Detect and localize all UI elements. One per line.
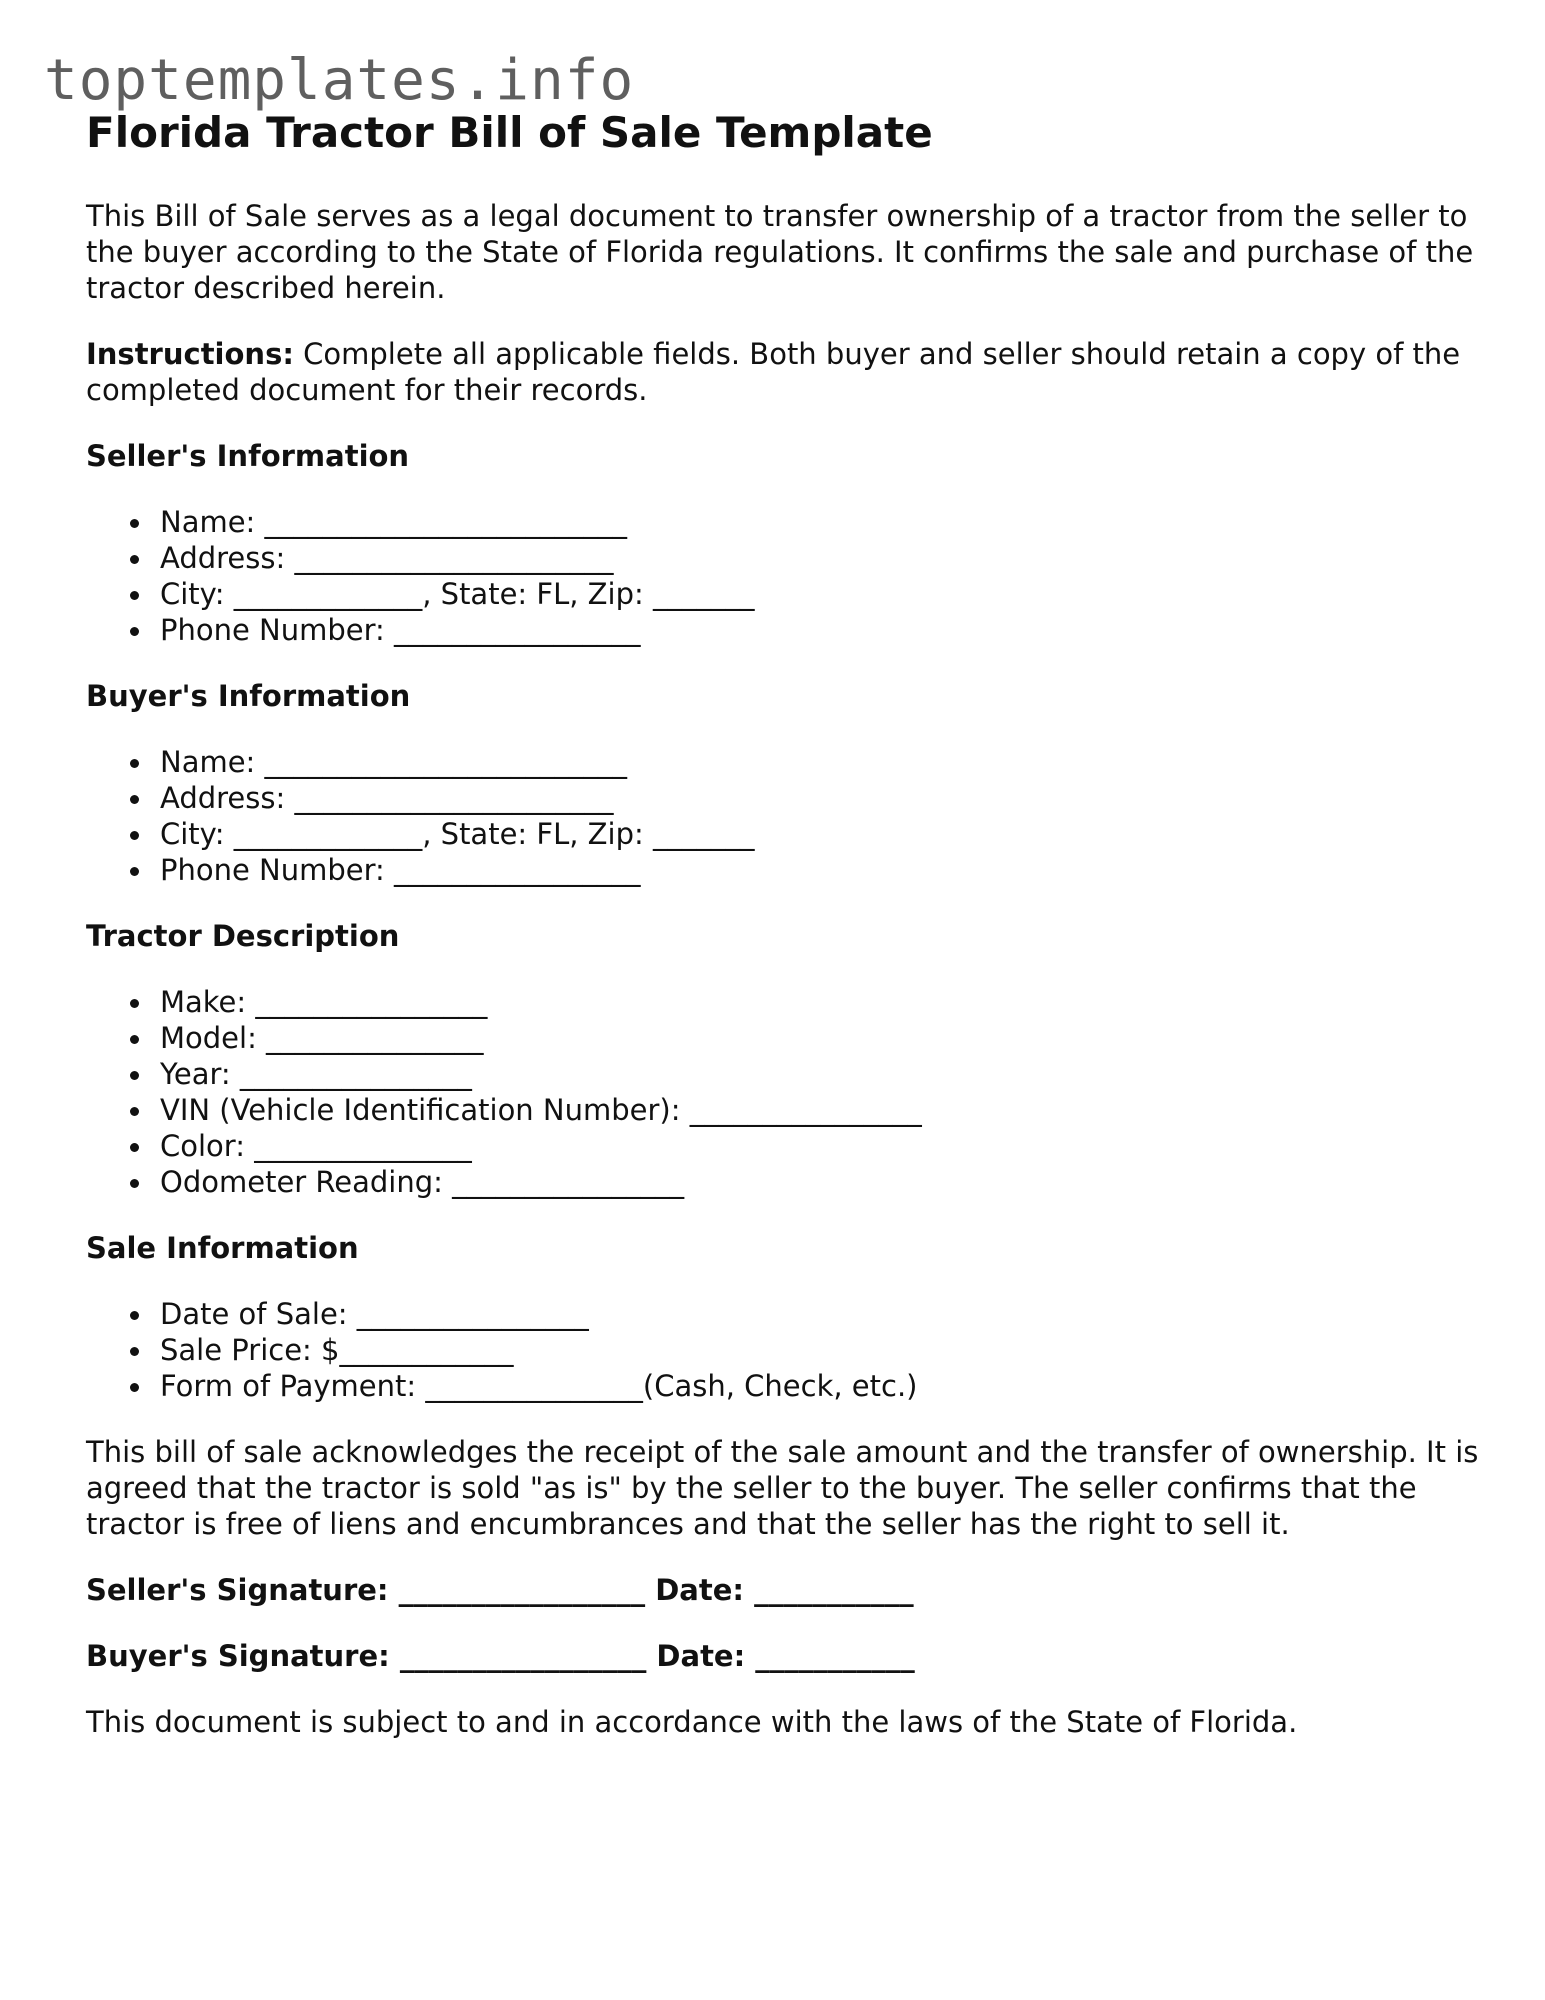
buyer-address-field: [86, 780, 1486, 816]
bullet-icon: [130, 795, 139, 804]
tractor-color-field: [86, 1128, 1486, 1164]
bullet-icon: [130, 1035, 139, 1044]
bullet-icon: [130, 1383, 139, 1392]
bullet-icon: [130, 519, 139, 528]
buyer-city-field: [86, 816, 1486, 852]
bullet-icon: [130, 867, 139, 876]
seller-heading: Seller's Information: [86, 439, 410, 473]
instructions-label: Instructions:: [86, 337, 294, 371]
seller-phone-field: [86, 612, 1486, 648]
field-text: City: _____________, State: FL, Zip: _______: [160, 817, 755, 851]
sale-heading: Sale Information: [86, 1231, 359, 1265]
tractor-heading: Tractor Description: [86, 919, 400, 953]
seller-signature-line: Seller's Signature: _________________ Date: ___________: [86, 1573, 914, 1607]
field-text: Name: _________________________: [160, 505, 628, 539]
intro-paragraph: This Bill of Sale serves as a legal document to transfer ownership of a tractor from the seller to the buyer according to the State of Florida regulations. It confirms the sale and purchase of the tractor described herein.: [86, 199, 1474, 305]
law-statement: This document is subject to and in accordance with the laws of the State of Florida.: [86, 1705, 1298, 1739]
page-title: Florida Tractor Bill of Sale Template: [86, 108, 933, 157]
field-text: Form of Payment: _______________(Cash, Check, etc.): [160, 1369, 918, 1403]
field-text: Phone Number: _________________: [160, 853, 641, 887]
instructions-paragraph: [86, 336, 1486, 408]
tractor-make-field: [86, 984, 1486, 1020]
field-text: City: _____________, State: FL, Zip: _______: [160, 577, 755, 611]
tractor-year-field: [86, 1056, 1486, 1092]
seller-fields-list: [86, 504, 1486, 648]
buyer-phone-field: [86, 852, 1486, 888]
field-text: Sale Price: $____________: [160, 1333, 514, 1367]
document-body: [86, 104, 1486, 1740]
instructions-text: Complete all applicable fields. Both buyer and seller should retain a copy of the completed document for their records.: [86, 337, 1461, 407]
bullet-icon: [130, 999, 139, 1008]
field-text: Date of Sale: ________________: [160, 1297, 589, 1331]
bullet-icon: [130, 1179, 139, 1188]
field-text: Year: ________________: [160, 1057, 472, 1091]
buyer-name-field: [86, 744, 1486, 780]
field-text: Make: ________________: [160, 985, 488, 1019]
tractor-vin-field: [86, 1092, 1486, 1128]
field-text: Color: _______________: [160, 1129, 472, 1163]
field-text: Phone Number: _________________: [160, 613, 641, 647]
watermark: toptemplates.info: [44, 48, 635, 113]
bullet-icon: [130, 627, 139, 636]
bullet-icon: [130, 1107, 139, 1116]
sale-fields-list: [86, 1296, 1486, 1404]
tractor-odometer-field: [86, 1164, 1486, 1200]
bullet-icon: [130, 555, 139, 564]
sale-price-field: [86, 1332, 1486, 1368]
seller-city-field: [86, 576, 1486, 612]
acknowledgment-paragraph: This bill of sale acknowledges the receipt of the sale amount and the transfer of ownership. It is agreed that the tractor is sold "as is" by the seller to the buyer. The seller confirms that the tractor is free of liens and encumbrances and that the seller has the right to sell it.: [86, 1435, 1479, 1541]
sale-date-field: [86, 1296, 1486, 1332]
seller-name-field: [86, 504, 1486, 540]
bullet-icon: [130, 759, 139, 768]
bullet-icon: [130, 831, 139, 840]
seller-address-field: [86, 540, 1486, 576]
buyer-fields-list: [86, 744, 1486, 888]
field-text: Odometer Reading: ________________: [160, 1165, 685, 1199]
bullet-icon: [130, 591, 139, 600]
field-text: Model: _______________: [160, 1021, 484, 1055]
field-text: Name: _________________________: [160, 745, 628, 779]
tractor-fields-list: [86, 984, 1486, 1200]
buyer-signature-line: Buyer's Signature: _________________ Date: ___________: [86, 1639, 915, 1673]
field-text: Address: ______________________: [160, 541, 614, 575]
field-text: Address: ______________________: [160, 781, 614, 815]
bullet-icon: [130, 1311, 139, 1320]
bullet-icon: [130, 1071, 139, 1080]
tractor-model-field: [86, 1020, 1486, 1056]
payment-form-field: [86, 1368, 1486, 1404]
field-text: VIN (Vehicle Identification Number): ________________: [160, 1093, 922, 1127]
bullet-icon: [130, 1347, 139, 1356]
bullet-icon: [130, 1143, 139, 1152]
buyer-heading: Buyer's Information: [86, 679, 411, 713]
